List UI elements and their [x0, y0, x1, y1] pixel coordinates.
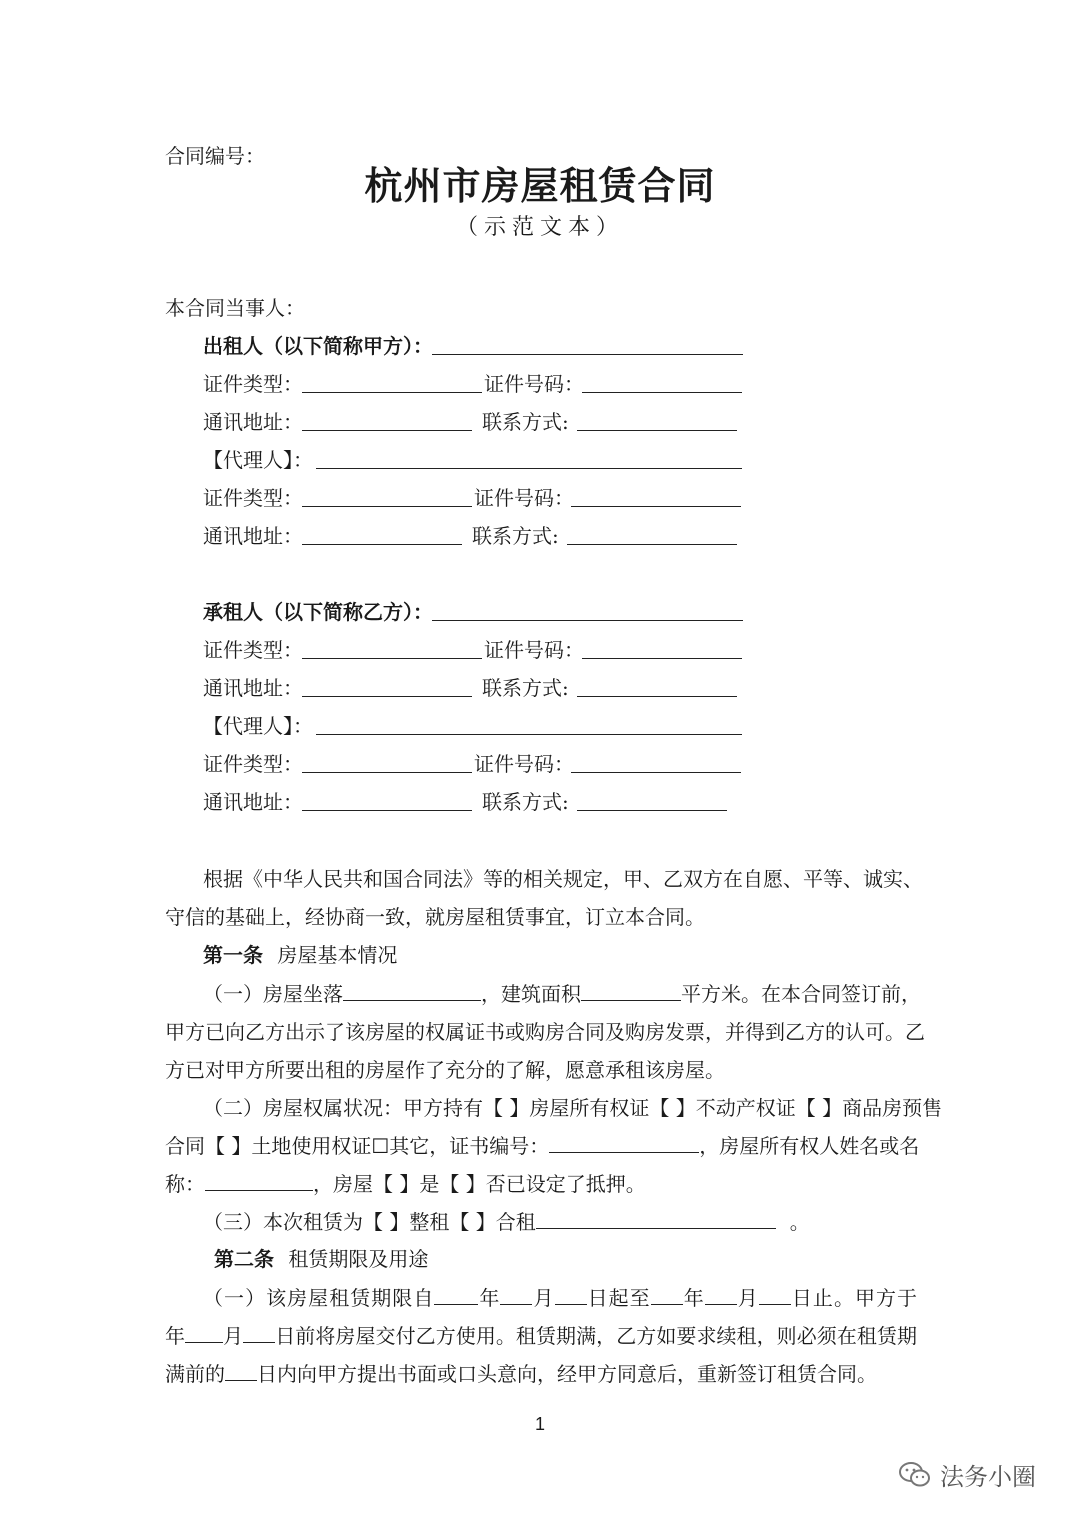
lessor-id-no-blank[interactable]: [582, 392, 742, 393]
clause-line: 方已对甲方所要出租的房屋作了充分的了解，愿意承租该房屋。: [165, 1058, 725, 1082]
clause-text: 日前将房屋交付乙方使用。租赁期满，乙方如要求续租，则必须在租赁期: [275, 1324, 918, 1348]
lessee-heading: 承租人（以下简称乙方）：: [203, 600, 433, 624]
preamble-line: 根据《中华人民共和国合同法》等的相关规定，甲、乙双方在自愿、平等、诚实、: [203, 867, 923, 891]
article-1-number: 第一条: [203, 943, 263, 967]
lessor-id-type-label: 证件类型：: [203, 372, 303, 396]
lessor-address-blank[interactable]: [302, 430, 472, 431]
end-day-blank[interactable]: [759, 1284, 791, 1305]
start-year-blank[interactable]: [434, 1284, 478, 1305]
lessor-contact-blank[interactable]: [577, 430, 737, 431]
clause-text: 年: [478, 1286, 501, 1310]
clause-text: 平方米。在本合同签订前，: [681, 982, 921, 1006]
clause-text: 满前的: [165, 1362, 225, 1386]
preamble: [165, 860, 923, 936]
lessor-agent-id-no-label: 证件号码：: [474, 486, 574, 510]
clause-text: 日起至: [586, 1286, 651, 1310]
clause-text: 日内向甲方提出书面或口头意向，经甲方同意后，重新签订租赁合同。: [257, 1362, 877, 1386]
wechat-icon: [898, 1461, 932, 1489]
start-month-blank[interactable]: [500, 1284, 532, 1305]
watermark-text: 法务小圈: [940, 1463, 1036, 1491]
article-1-item-2: [165, 1089, 943, 1203]
lessee-id-no-blank[interactable]: [582, 658, 742, 659]
start-day-blank[interactable]: [555, 1284, 587, 1305]
lessee-id-no-label: 证件号码：: [484, 638, 584, 662]
article-2-number: 第二条: [214, 1247, 274, 1271]
lessor-agent-blank[interactable]: [316, 468, 742, 469]
article-2-title: 租赁期限及用途: [288, 1247, 429, 1271]
lessor-id-type-blank[interactable]: [302, 392, 482, 393]
watermark: [898, 1457, 1036, 1492]
end-month-blank[interactable]: [705, 1284, 737, 1305]
clause-text: （一）房屋坐落: [203, 982, 343, 1006]
building-area-blank[interactable]: [581, 980, 681, 1001]
lessor-agent-label: 【代理人】：: [203, 448, 313, 472]
delivery-month-blank[interactable]: [243, 1322, 275, 1343]
owner-name-blank[interactable]: [205, 1170, 313, 1191]
lessee-agent-address-label: 通讯地址：: [203, 790, 303, 814]
clause-text: ，房屋【 】是【 】否已设定了抵押。: [313, 1172, 646, 1196]
end-year-blank[interactable]: [651, 1284, 683, 1305]
lessee-agent-blank[interactable]: [316, 734, 742, 735]
rental-type-blank[interactable]: [536, 1208, 776, 1229]
lessee-agent-address-blank[interactable]: [302, 810, 472, 811]
page-title: 杭州市房屋租赁合同: [364, 163, 716, 208]
clause-text: （一）该房屋租赁期限自: [203, 1286, 435, 1310]
certificate-number-blank[interactable]: [549, 1132, 699, 1153]
lessor-agent-address-blank[interactable]: [302, 544, 462, 545]
clause-text: 称：: [165, 1172, 205, 1196]
clause-text: 年: [682, 1286, 705, 1310]
lessor-contact-label: 联系方式:: [482, 410, 569, 434]
lessee-name-blank[interactable]: [432, 620, 743, 621]
clause-text: 月: [532, 1286, 555, 1310]
lessee-agent-contact-label: 联系方式:: [482, 790, 569, 814]
clause-line: 甲方已向乙方出示了该房屋的权属证书或购房合同及购房发票，并得到乙方的认可。乙: [165, 1020, 925, 1044]
lessor-address-label: 通讯地址：: [203, 410, 303, 434]
lessor-heading: 出租人（以下简称甲方）：: [203, 334, 433, 358]
lessee-agent-id-type-label: 证件类型：: [203, 752, 303, 776]
article-2-heading: [214, 1247, 428, 1271]
clause-line: （二）房屋权属状况：甲方持有【 】房屋所有权证【 】不动产权证【 】商品房预售: [203, 1096, 943, 1120]
page-subtitle: （示范文本）: [455, 215, 624, 240]
article-1-heading: [203, 943, 397, 967]
clause-text: 月: [736, 1286, 759, 1310]
lessee-id-type-blank[interactable]: [302, 658, 482, 659]
lessor-agent-id-type-label: 证件类型：: [203, 486, 303, 510]
lessor-agent-id-type-blank[interactable]: [302, 506, 472, 507]
delivery-year-blank[interactable]: [185, 1322, 223, 1343]
page-number: 1: [534, 1414, 545, 1434]
lessee-agent-contact-blank[interactable]: [577, 810, 727, 811]
lessee-id-type-label: 证件类型：: [203, 638, 303, 662]
lessee-agent-id-type-blank[interactable]: [302, 772, 472, 773]
lessee-agent-id-no-blank[interactable]: [571, 772, 741, 773]
lessee-contact-blank[interactable]: [577, 696, 737, 697]
lessee-contact-label: 联系方式:: [482, 676, 569, 700]
lessor-id-no-label: 证件号码：: [484, 372, 584, 396]
article-1-item-1: [165, 975, 925, 1089]
parties-label: 本合同当事人：: [165, 296, 305, 320]
lessor-agent-contact-blank[interactable]: [567, 544, 737, 545]
renewal-days-blank[interactable]: [225, 1360, 257, 1381]
clause-text: 年: [165, 1324, 186, 1348]
preamble-line: 守信的基础上，经协商一致，就房屋租赁事宜，订立本合同。: [165, 905, 705, 929]
lessor-name-blank[interactable]: [432, 354, 743, 355]
contract-number-label: 合同编号：: [165, 144, 265, 168]
clause-text: 日止。甲方于: [790, 1286, 918, 1310]
lessor-agent-address-label: 通讯地址：: [203, 524, 303, 548]
clause-text: ，建筑面积: [481, 982, 581, 1006]
article-2-item-1: [165, 1279, 917, 1393]
lessee-agent-label: 【代理人】：: [203, 714, 313, 738]
clause-text: 合同【 】土地使用权证☐其它，证书编号：: [165, 1134, 550, 1158]
lessor-agent-contact-label: 联系方式:: [472, 524, 559, 548]
clause-text: 月: [223, 1324, 244, 1348]
clause-text: 。: [789, 1210, 810, 1234]
house-location-blank[interactable]: [343, 980, 481, 1001]
lessor-agent-id-no-blank[interactable]: [571, 506, 741, 507]
article-1-title: 房屋基本情况: [277, 943, 398, 967]
lessee-agent-id-no-label: 证件号码：: [474, 752, 574, 776]
article-1-item-3: [165, 1203, 917, 1241]
lessee-address-label: 通讯地址：: [203, 676, 303, 700]
lessee-address-blank[interactable]: [302, 696, 472, 697]
clause-text: （三）本次租赁为【 】整租【 】合租: [203, 1210, 536, 1234]
clause-text: ，房屋所有权人姓名或名: [699, 1134, 920, 1158]
